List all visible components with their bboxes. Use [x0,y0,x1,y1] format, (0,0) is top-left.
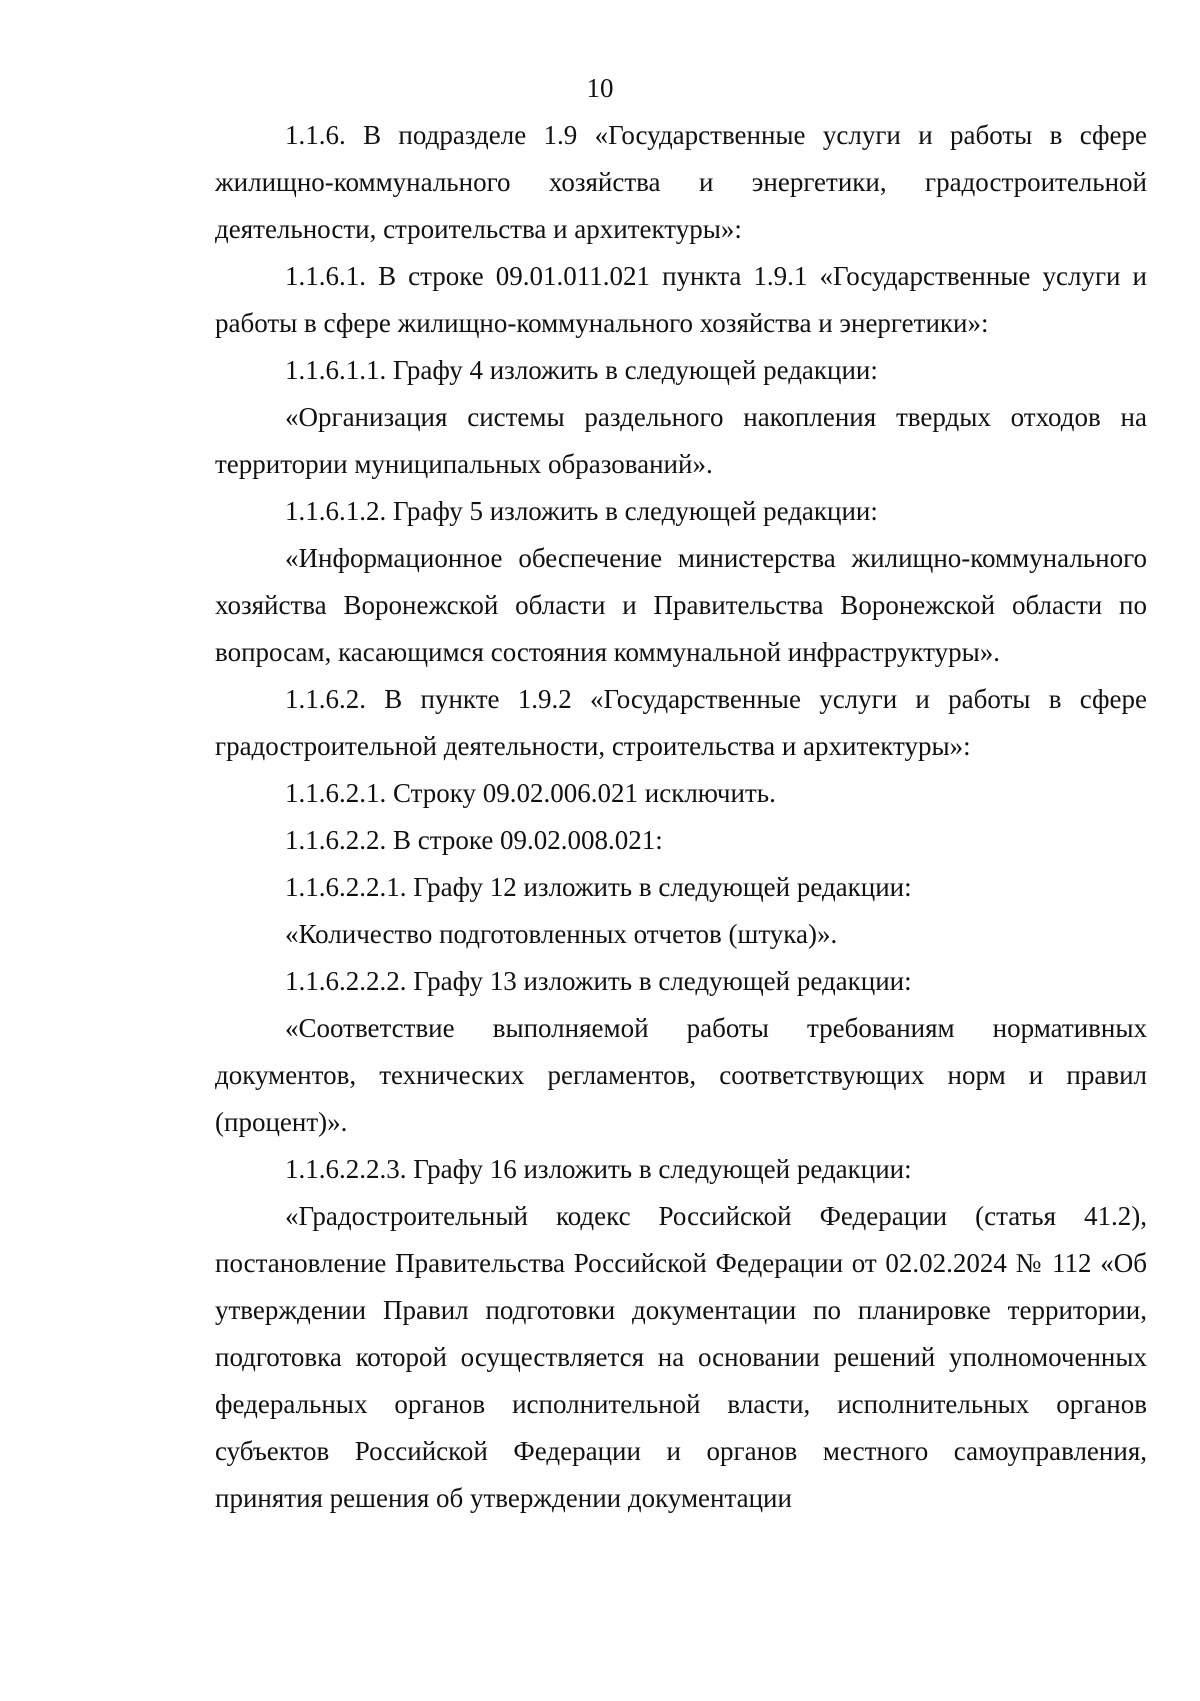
paragraph-1-1-6-1-1: 1.1.6.1.1. Графу 4 изложить в следующей редакции: [285,355,878,385]
paragraph-1-1-6-2-1: 1.1.6.2.1. Строку 09.02.006.021 исключить. [285,778,776,808]
paragraph-1-1-6-2: 1.1.6.2. В пункте 1.9.2 «Государственные услуги и работы в сфере градостроительной деятельности, строительства и архитектуры»: [215,684,1147,761]
paragraph-1-1-6-2-2-1: 1.1.6.2.2.1. Графу 12 изложить в следующей редакции: [285,872,912,902]
paragraph-1-1-6-2-2-3: 1.1.6.2.2.3. Графу 16 изложить в следующей редакции: [285,1154,912,1184]
paragraph-1-1-6-2-2-2: 1.1.6.2.2.2. Графу 13 изложить в следующей редакции: [285,966,912,996]
paragraph-1-1-6: 1.1.6. В подразделе 1.9 «Государственные услуги и работы в сфере жилищно-коммунального хозяйства и энергетики, градостроительной деятельности, строительства и архитектуры»: [215,120,1147,244]
quote-graph-5-text: «Информационное обеспечение министерства жилищно-коммунального хозяйства Воронежской области и Правительства Воронежской области по вопросам, касающимся состояния коммунальной инфраструктуры». [215,543,1147,667]
quote-graph-16-text: «Градостроительный кодекс Российской Федерации (статья 41.2), постановление Правительства Российской Федерации от 02.02.2024 № 112 «Об утверждении Правил подготовки документации по планировке территории, подготовка которой осуществляется на основании решений уполномоченных федеральных органов исполнительной власти, исполнительных органов субъектов Российской Федерации и органов местного самоуправления, принятия решения об утверждении документации [215,1201,1147,1513]
page-number: 10 [586,73,614,103]
paragraph-1-1-6-2-2: 1.1.6.2.2. В строке 09.02.008.021: [285,825,663,855]
quote-graph-4-text: «Организация системы раздельного накопления твердых отходов на территории муниципальных образований». [215,402,1147,479]
quote-graph-13-text: «Соответствие выполняемой работы требованиям нормативных документов, технических регламентов, соответствующих норм и правил (процент)». [215,1013,1147,1137]
quote-graph-12-text: «Количество подготовленных отчетов (штука)». [285,919,838,949]
document-body [215,112,1147,1522]
paragraph-1-1-6-1: 1.1.6.1. В строке 09.01.011.021 пункта 1.9.1 «Государственные услуги и работы в сфере жилищно-коммунального хозяйства и энергетики»: [215,261,1147,338]
paragraph-1-1-6-1-2: 1.1.6.1.2. Графу 5 изложить в следующей редакции: [285,496,878,526]
